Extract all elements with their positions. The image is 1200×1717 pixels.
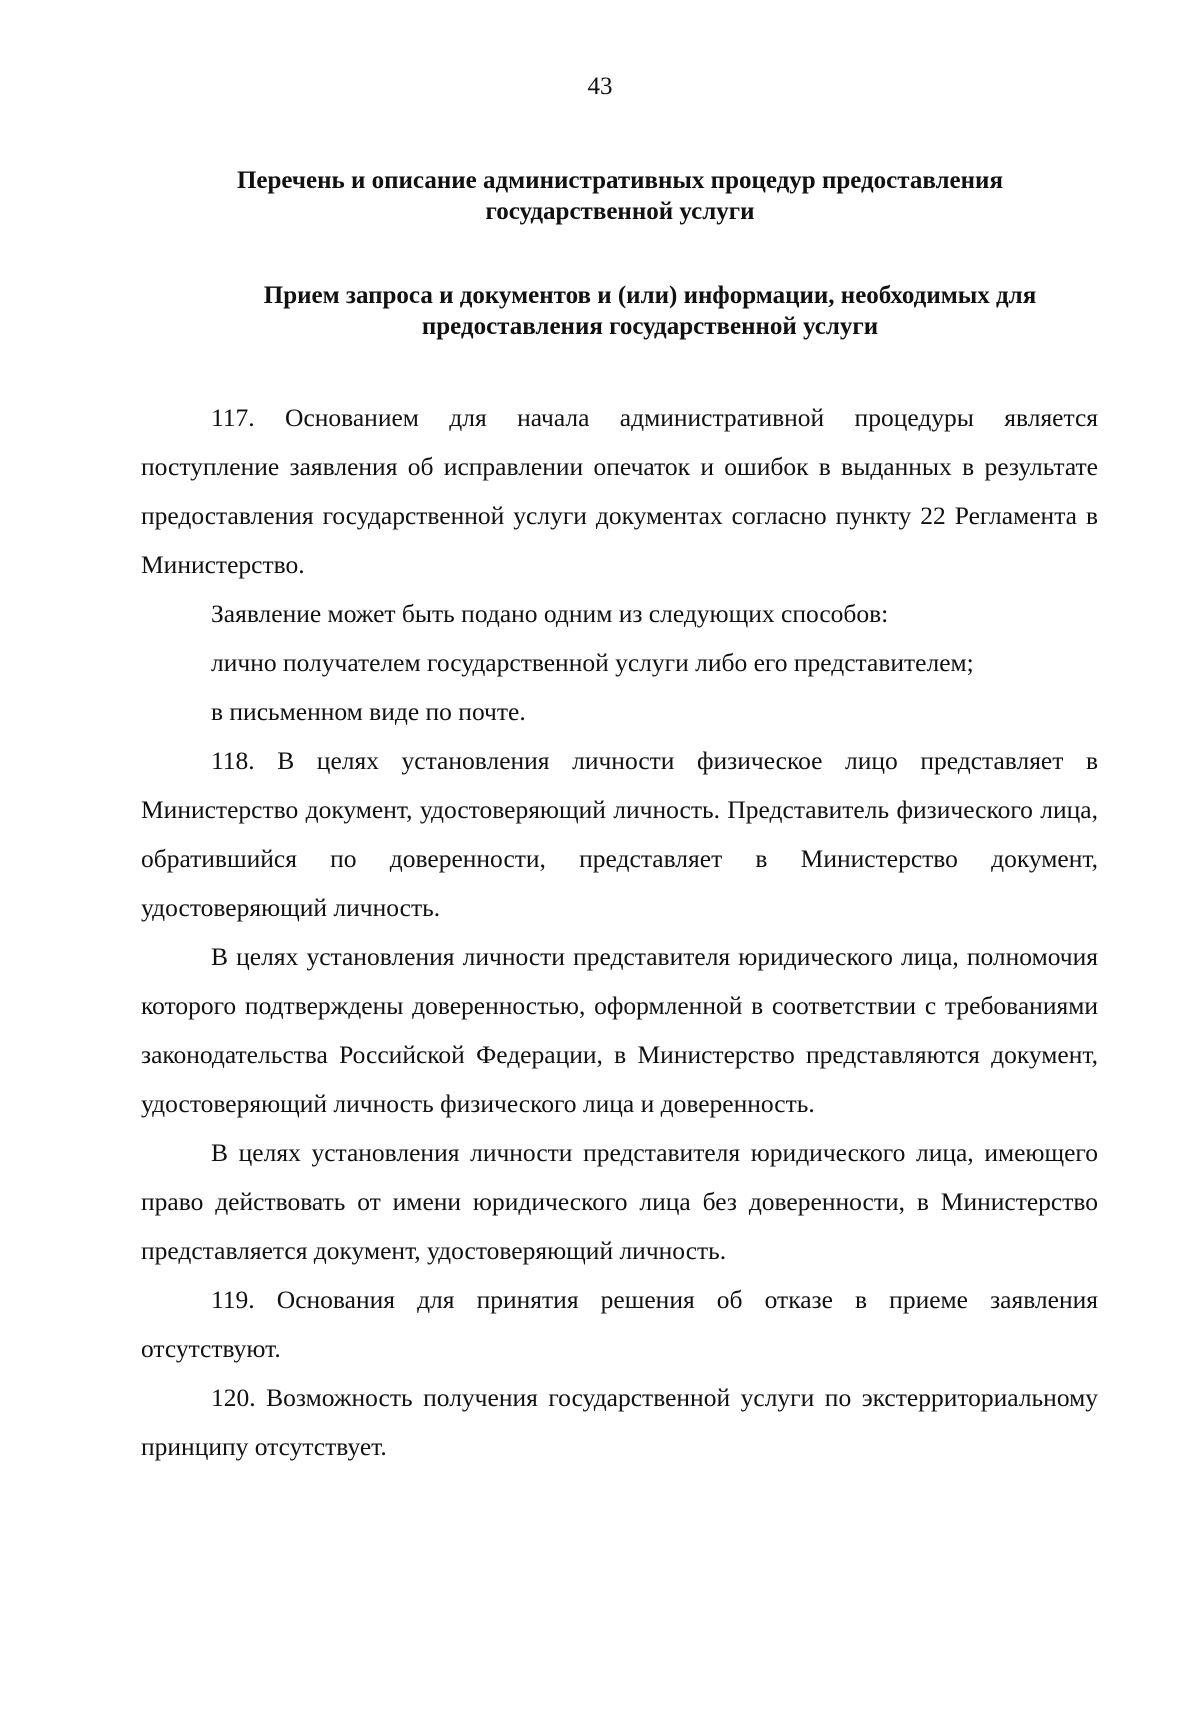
subsection-heading-line: Прием запроса и документов и (или) информации, необходимых для	[263, 282, 1037, 309]
paragraph-117: 117. Основанием для начала административной процедуры является поступление заявления об исправлении опечаток и ошибок в выданных в результате предоставления государственной услуги документах согласно пункту 22 Регламента в Министерство.	[141, 403, 1098, 579]
page-number: 43	[587, 73, 613, 100]
paragraph-119: 119. Основания для принятия решения об отказе в приеме заявления отсутствуют.	[141, 1285, 1098, 1363]
paragraph-legal-entity-proxy: В целях установления личности представителя юридического лица, полномочия которого подтверждены доверенностью, оформленной в соответствии с требованиями законодательства Российской Федерации, в Министерство представляются документ, удостоверяющий личность физического лица и доверенность.	[141, 942, 1098, 1118]
paragraph-118: 118. В целях установления личности физическое лицо представляет в Министерство документ, удостоверяющий личность. Представитель физического лица, обратившийся по доверенности, представляет в Министерство документ, удостоверяющий личность.	[141, 746, 1098, 922]
section-heading-line: Перечень и описание административных процедур предоставления	[236, 167, 1003, 194]
paragraph-by-mail: в письменном виде по почте.	[211, 697, 526, 726]
subsection-heading	[190, 280, 1110, 342]
section-heading	[140, 165, 1100, 227]
subsection-heading-line: предоставления государственной услуги	[421, 313, 879, 340]
body-text	[141, 393, 1098, 1471]
paragraph-legal-entity-no-proxy: В целях установления личности представителя юридического лица, имеющего право действовать от имени юридического лица без доверенности, в Министерство представляется документ, удостоверяющий личность.	[141, 1138, 1098, 1265]
paragraph-in-person: лично получателем государственной услуги либо его представителем;	[211, 648, 974, 677]
paragraph-120: 120. Возможность получения государственной услуги по экстерриториальному принципу отсутствует.	[141, 1383, 1098, 1461]
paragraph-submission-methods: Заявление может быть подано одним из следующих способов:	[211, 599, 889, 628]
section-heading-line: государственной услуги	[485, 198, 755, 225]
